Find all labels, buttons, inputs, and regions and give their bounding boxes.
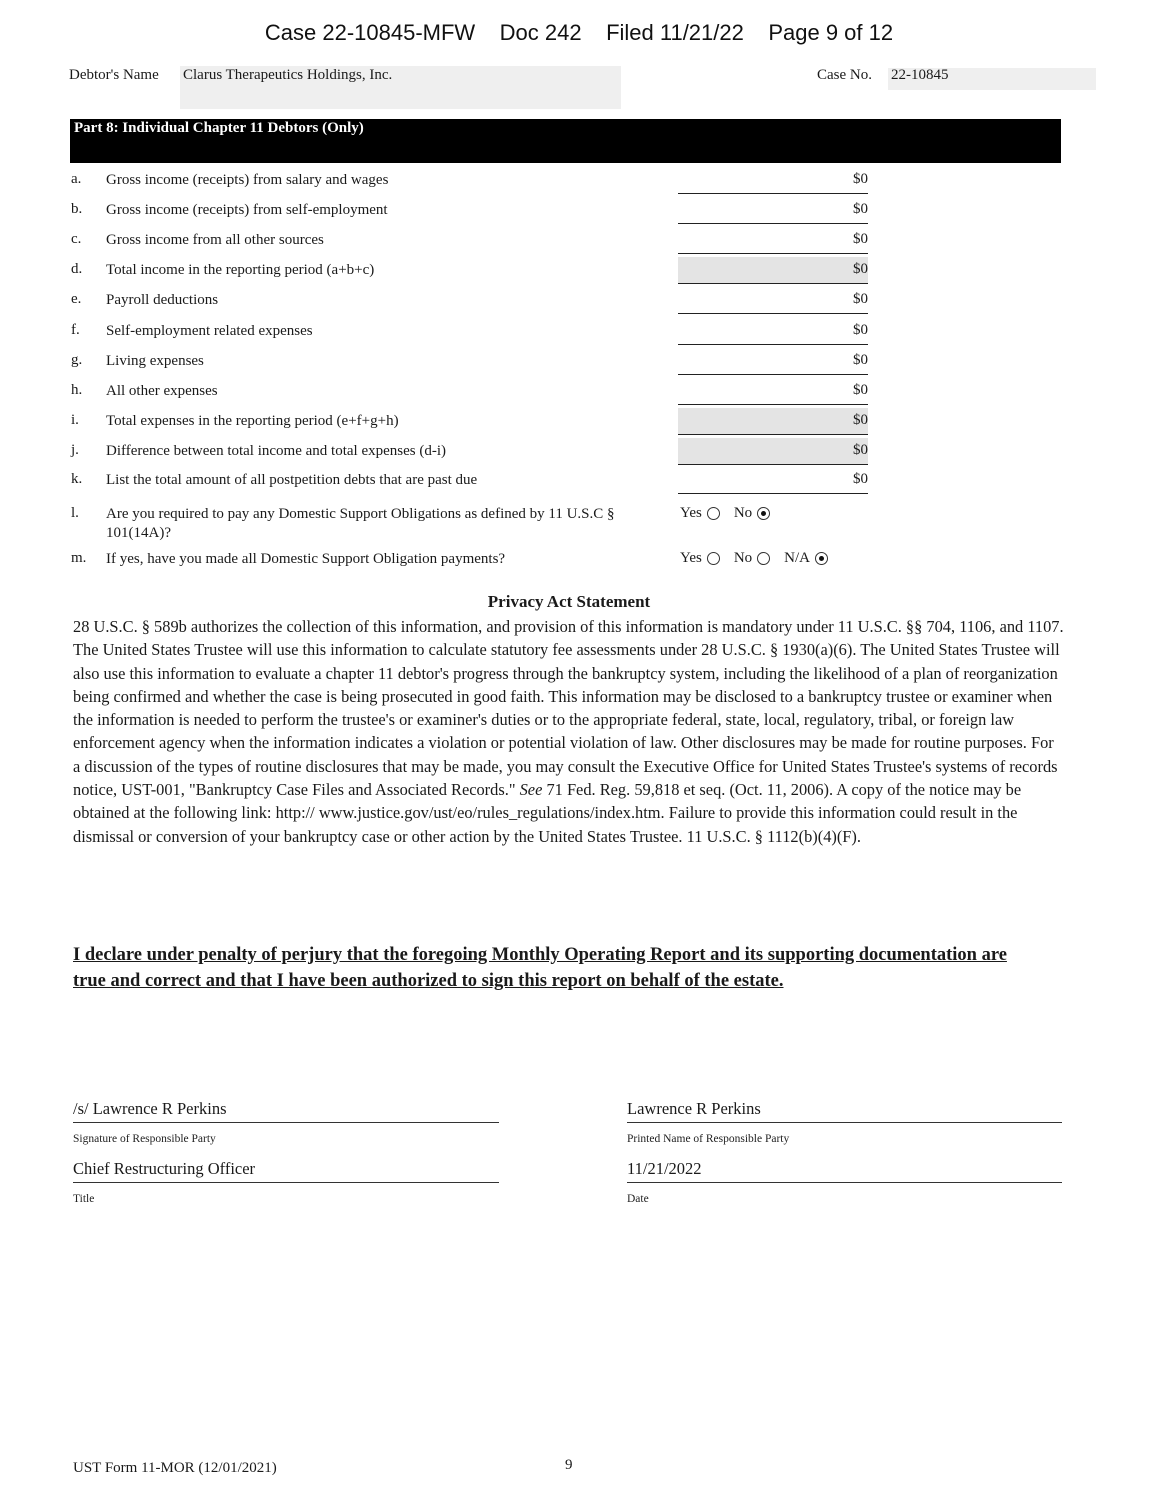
line-item-row — [0, 261, 1158, 291]
line-description: Self-employment related expenses — [106, 323, 313, 339]
part8-title: Part 8: Individual Chapter 11 Debtors (Only) — [74, 120, 364, 136]
radio-option-no[interactable] — [734, 550, 770, 567]
line-letter: d. — [71, 261, 83, 277]
line-item-row — [0, 412, 1158, 442]
radio-label-no: No — [733, 505, 753, 521]
doc-number: Doc 242 — [499, 20, 582, 45]
amount-field — [678, 197, 868, 224]
amount-field — [678, 318, 868, 345]
line-description: Gross income (receipts) from self-employment — [106, 202, 388, 218]
debtor-name-label: Debtor's Name — [69, 67, 159, 83]
dso-required-radio-group — [680, 505, 784, 522]
radio-no[interactable] — [757, 552, 770, 565]
date-value: 11/21/2022 — [627, 1159, 702, 1178]
line-item-row — [0, 322, 1158, 352]
date-label: Date — [627, 1193, 649, 1205]
dso-payments-radio-group — [680, 550, 842, 567]
line-letter: h. — [71, 382, 83, 398]
radio-no-selected[interactable] — [757, 507, 770, 520]
line-description: Payroll deductions — [106, 292, 219, 308]
line-letter: l. — [71, 505, 79, 521]
line-letter: f. — [71, 322, 80, 338]
radio-option-yes[interactable] — [680, 550, 720, 567]
line-description: List the total amount of all postpetition debts that are past due — [106, 472, 478, 488]
amount-value: $0 — [853, 412, 868, 428]
amount-value: $0 — [853, 291, 868, 307]
line-letter: e. — [71, 291, 82, 307]
question-row-l — [0, 505, 1158, 545]
line-letter: k. — [71, 471, 83, 487]
amount-field — [678, 467, 868, 494]
radio-label-na: N/A — [784, 550, 811, 566]
title-label: Title — [73, 1193, 95, 1205]
line-item-row — [0, 352, 1158, 382]
case-header — [0, 20, 1158, 46]
radio-label-yes: Yes — [680, 505, 702, 521]
page-indicator: Page 9 of 12 — [768, 20, 894, 45]
amount-field — [678, 287, 868, 314]
amount-value: $0 — [853, 382, 868, 398]
line-letter: a. — [71, 171, 82, 187]
line-item-row — [0, 231, 1158, 261]
radio-label-no: No — [733, 550, 753, 566]
footer-page-number: 9 — [565, 1457, 573, 1473]
line-letter: m. — [71, 550, 87, 566]
question-text: If yes, have you made all Domestic Support Obligation payments? — [106, 551, 506, 567]
amount-value: $0 — [853, 261, 868, 277]
title-line — [73, 1182, 499, 1183]
amount-field-total — [678, 408, 868, 435]
perjury-declaration: I declare under penalty of perjury that the foregoing Monthly Operating Report and its supporting documentation are true and correct and that I have been authorized to sign this report on behalf of the estate. — [73, 945, 1007, 991]
line-description: Gross income from all other sources — [106, 232, 324, 248]
amount-field — [678, 167, 868, 194]
radio-label-yes: Yes — [680, 550, 702, 566]
line-item-row — [0, 442, 1158, 472]
radio-option-na[interactable] — [784, 550, 828, 567]
signature-value: /s/ Lawrence R Perkins — [73, 1099, 227, 1118]
line-item-row — [0, 291, 1158, 321]
line-letter: c. — [71, 231, 82, 247]
line-item-row — [0, 382, 1158, 412]
radio-yes[interactable] — [707, 552, 720, 565]
case-number-value: 22-10845 — [891, 67, 949, 83]
amount-value: $0 — [853, 171, 868, 187]
line-letter: g. — [71, 352, 83, 368]
line-description: Total expenses in the reporting period (e+f+g+h) — [106, 413, 399, 429]
filed-date: Filed 11/21/22 — [606, 20, 744, 45]
question-text: Are you required to pay any Domestic Support Obligations as defined by 11 U.S.C § 101(14A)? — [106, 506, 615, 541]
privacy-act-title: Privacy Act Statement — [487, 592, 651, 611]
title-value: Chief Restructuring Officer — [73, 1159, 256, 1178]
privacy-see-italic: See — [519, 780, 543, 800]
amount-value: $0 — [853, 322, 868, 338]
radio-option-yes[interactable] — [680, 505, 720, 522]
privacy-text-part2: 71 Fed. Reg. 59,818 et seq. (Oct. 11, 2006). A copy of the notice may be obtained at the following link: http:// www.justice.gov/ust/eo/rules_regulations/index.htm. Failure to provide this information could result in the dismissal or conversion of your bankruptcy case or other action by the United States Trustee. 11 U.S.C. § 1112(b)(4)(F). — [73, 780, 1022, 846]
amount-value: $0 — [853, 471, 868, 487]
printed-name-value: Lawrence R Perkins — [627, 1099, 761, 1118]
line-description: Difference between total income and total expenses (d-i) — [106, 443, 446, 459]
line-description: All other expenses — [106, 383, 218, 399]
amount-value: $0 — [853, 201, 868, 217]
footer-form-id: UST Form 11-MOR (12/01/2021) — [73, 1460, 277, 1476]
printed-name-label: Printed Name of Responsible Party — [627, 1133, 790, 1145]
case-number-header: Case 22-10845-MFW — [264, 20, 476, 45]
line-description: Living expenses — [106, 353, 204, 369]
radio-na-selected[interactable] — [815, 552, 828, 565]
signature-label: Signature of Responsible Party — [73, 1133, 216, 1145]
line-item-row — [0, 171, 1158, 201]
amount-field-total — [678, 438, 868, 465]
question-row-m — [0, 550, 1158, 580]
debtor-name-value: Clarus Therapeutics Holdings, Inc. — [183, 67, 393, 83]
line-letter: i. — [71, 412, 79, 428]
amount-field — [678, 227, 868, 254]
case-number-label: Case No. — [817, 67, 872, 83]
date-line — [627, 1182, 1062, 1183]
privacy-act-text — [73, 615, 1065, 848]
radio-yes[interactable] — [707, 507, 720, 520]
part8-header-bar — [70, 119, 1061, 163]
line-description: Gross income (receipts) from salary and wages — [106, 172, 389, 188]
amount-field — [678, 348, 868, 375]
amount-value: $0 — [853, 352, 868, 368]
amount-value: $0 — [853, 442, 868, 458]
line-item-row — [0, 471, 1158, 501]
amount-field-total — [678, 257, 868, 284]
amount-value: $0 — [853, 231, 868, 247]
line-item-row — [0, 201, 1158, 231]
signature-line — [73, 1122, 499, 1123]
line-letter: j. — [71, 442, 79, 458]
line-letter: b. — [71, 201, 83, 217]
radio-option-no[interactable] — [734, 505, 770, 522]
printed-name-line — [627, 1122, 1062, 1123]
amount-field — [678, 378, 868, 405]
privacy-text-part1: 28 U.S.C. § 589b authorizes the collection of this information, and provision of this information is mandatory under 11 U.S.C. §§ 704, 1106, and 1107. The United States Trustee will use this information to calculate statutory fee assessments under 28 U.S.C. § 1930(a)(6). The United States Trustee will also use this information to evaluate a chapter 11 debtor's progress through the bankruptcy system, including the likelihood of a plan of reorganization being confirmed and whether the case is being prosecuted in good faith. This information may be disclosed to a bankruptcy trustee or examiner when the information is needed to perform the trustee's or examiner's duties or to the appropriate federal, state, local, regulatory, tribal, or foreign law enforcement agency when the information indicates a violation or potential violation of law. Other disclosures may be made for routine purposes. For a discussion of the types of routine disclosures that may be made, you may consult the Executive Office for United States Trustee's systems of records notice, UST-001, "Bankruptcy Case Files and Associated Records." — [73, 617, 1064, 800]
line-description: Total income in the reporting period (a+b+c) — [106, 262, 375, 278]
